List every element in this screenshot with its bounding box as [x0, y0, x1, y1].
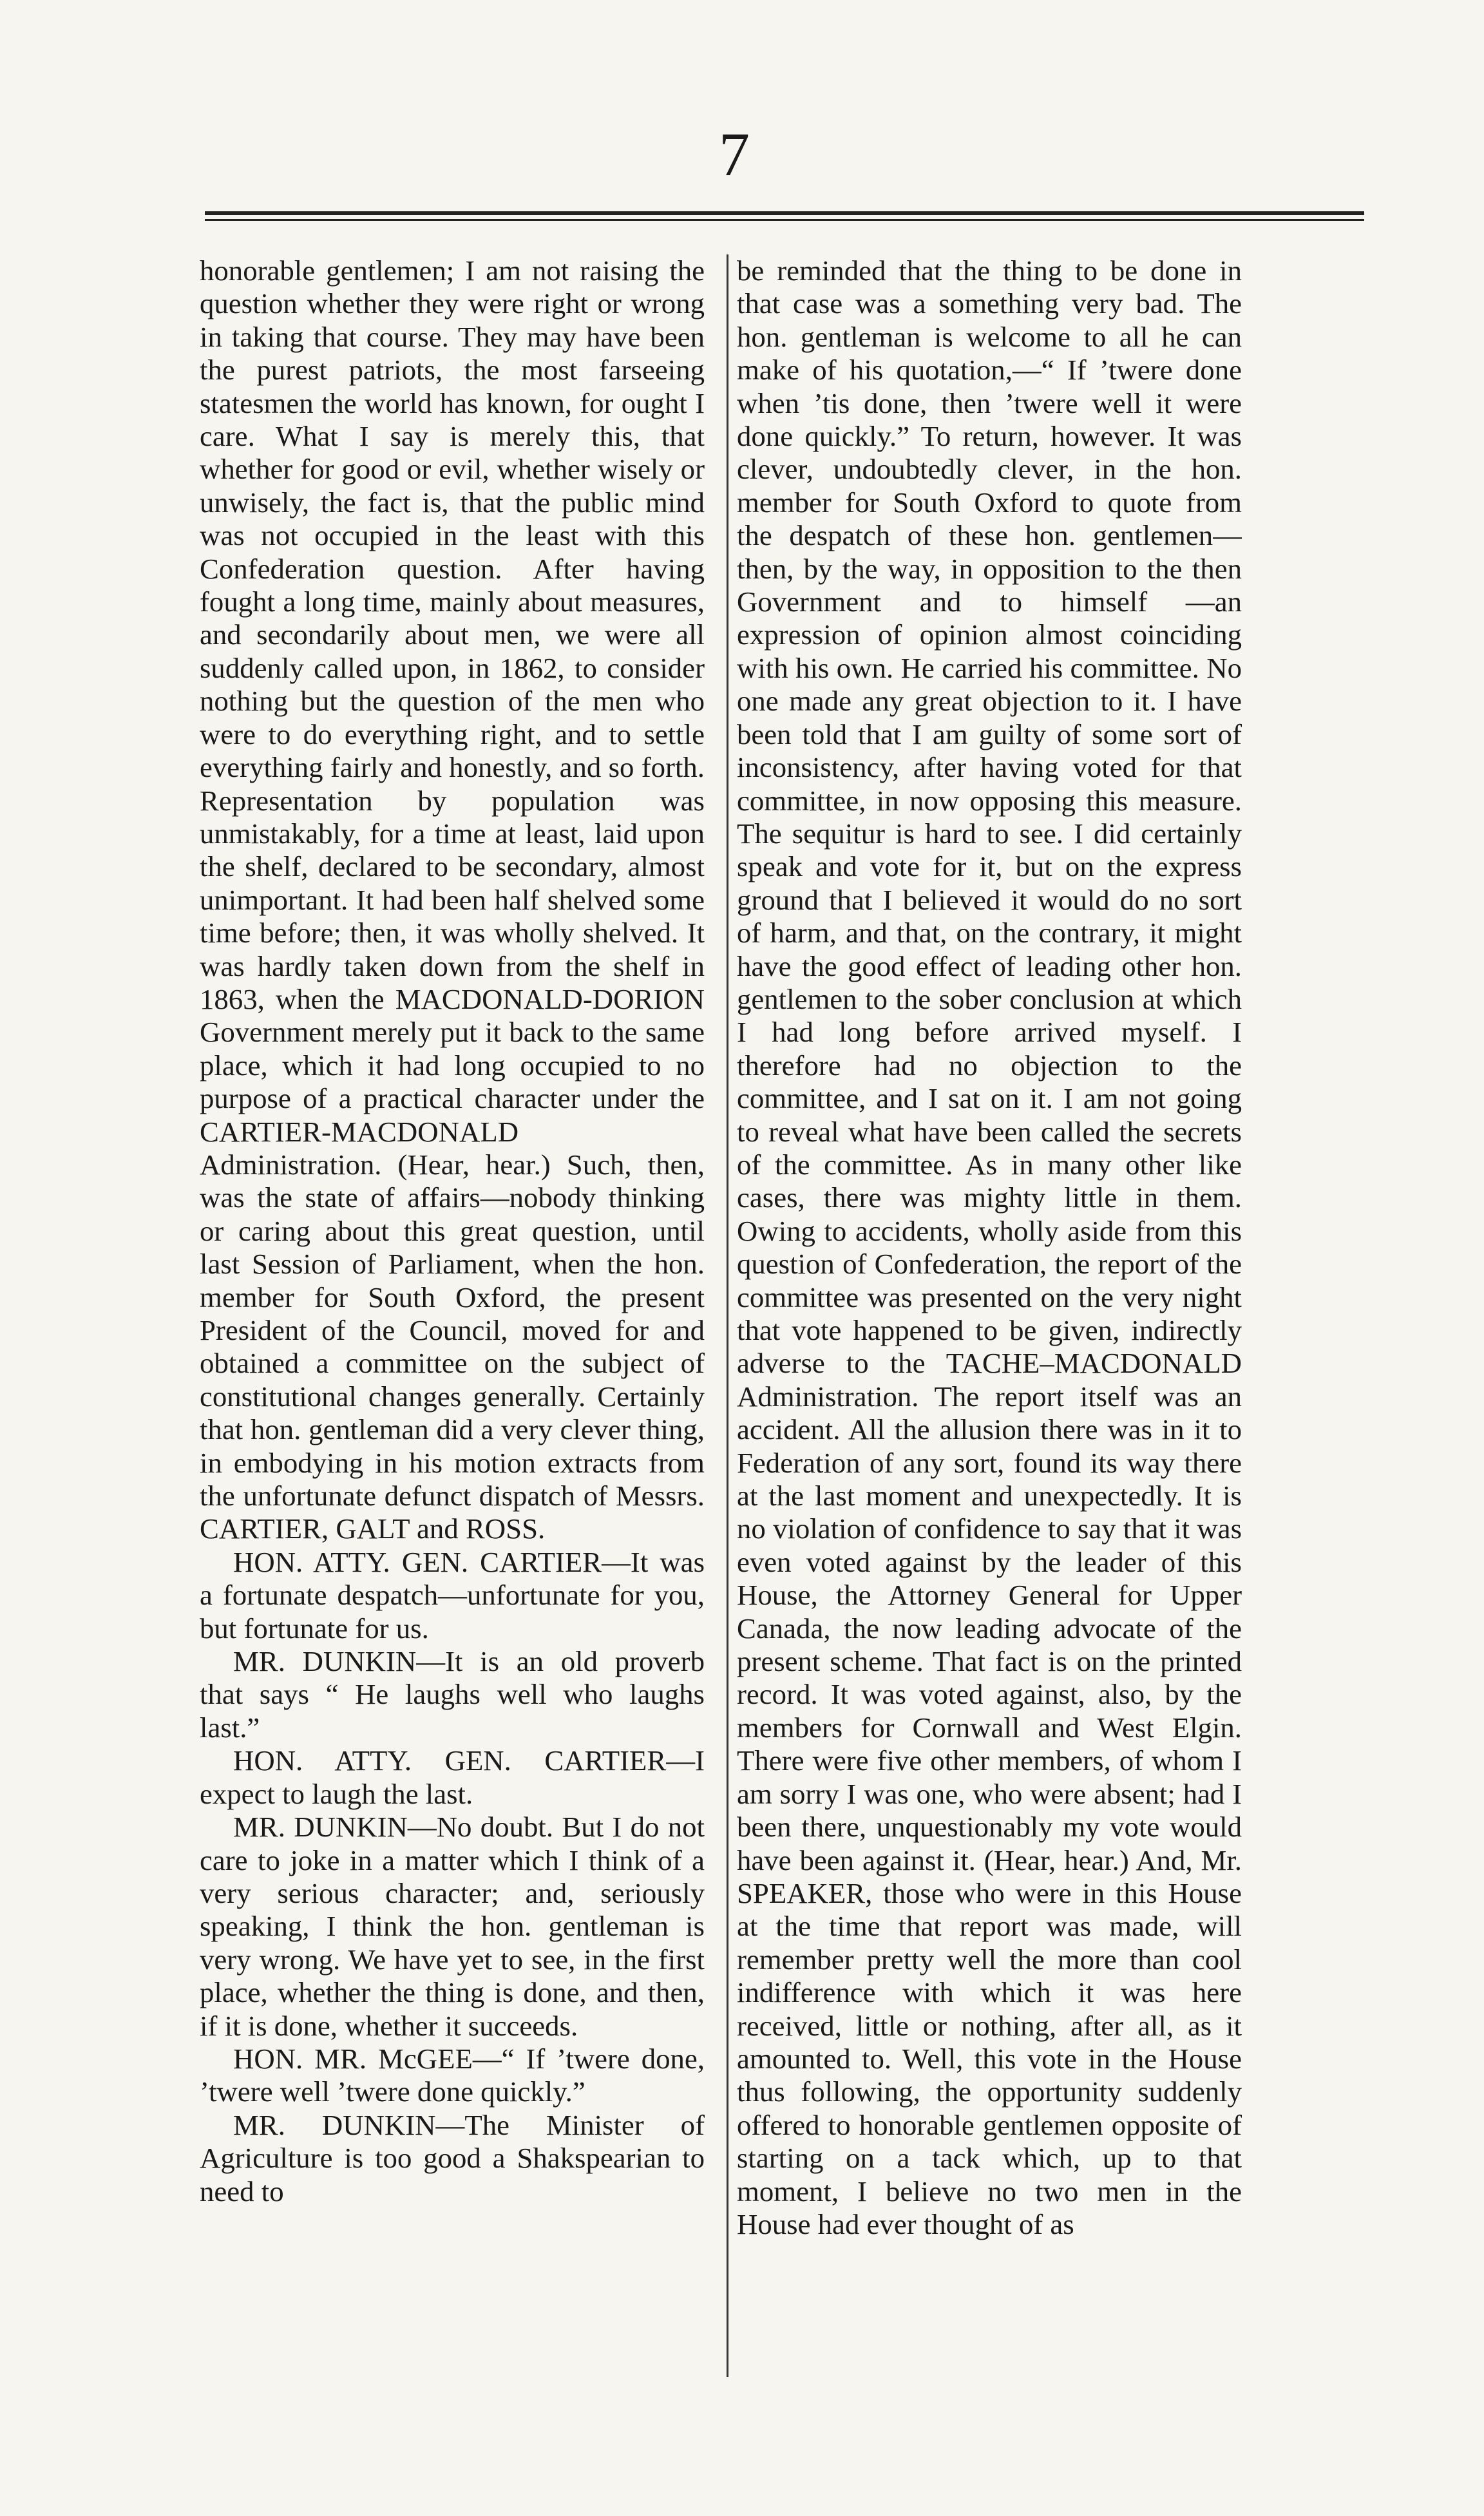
header-rule-thin — [205, 219, 1364, 221]
left-paragraph-1: honorable gentlemen; I am not raising the question whether they were right or wrong in taking that course. They may have been the purest patriots, the most farseeing statesmen the world has known, for ought I care. What I say is merely this, that whether for good or evil, whether wisely or unwisely, the fact is, that the public mind was not occupied in the least with this Confederation question. After having fought a long time, mainly about measures, and secondarily about men, we were all suddenly called upon, in 1862, to consider nothing but the question of the men who were to do everything right, and to settle everything fairly and honestly, and so forth. Representation by population was unmistakably, for a time at least, laid upon the shelf, declared to be secondary, almost unimportant. It had been half shelved some time before; then, it was wholly shelved. It was hardly taken down from the shelf in 1863, when the MACDONALD-DORION Government merely put it back to the same place, which it had long occupied to no purpose of a practical character under the CARTIER-MACDONALD Administration. (Hear, hear.) Such, then, was the state of affairs—nobody thinking or caring about this great question, until last Session of Parliament, when the hon. member for South Oxford, the present President of the Council, moved for and obtained a committee on the subject of constitutional changes generally. Certainly that hon. gentleman did a very clever thing, in embodying in his motion extracts from the unfortunate defunct dispatch of Messrs. CARTIER, GALT and ROSS. — [200, 254, 705, 1545]
left-paragraph-5: MR. DUNKIN—No doubt. But I do not care to joke in a matter which I think of a very serious character; and, seriously speaking, I think the hon. gentleman is very wrong. We have yet to see, in the first place, whether the thing is done, and then, if it is done, whether it succeeds. — [200, 1811, 705, 2042]
column-divider — [727, 254, 728, 2377]
left-paragraph-4: HON. ATTY. GEN. CARTIER—I expect to laugh the last. — [200, 1744, 705, 1810]
left-column — [200, 254, 705, 2380]
left-paragraph-7: MR. DUNKIN—The Minister of Agriculture is too good a Shakspearian to need to — [200, 2108, 705, 2207]
right-paragraph-1: be reminded that the thing to be done in that case was a something very bad. The hon. gentleman is welcome to all he can make of his quotation,—“ If ’twere done when ’tis done, then ’twere well it were done quickly.” To return, however. It was clever, undoubtedly clever, in the hon. member for South Oxford to quote from the despatch of these hon. gentlemen—then, by the way, in opposition to the then Government and to himself —an expression of opinion almost coinciding with his own. He carried his committee. No one made any great objection to it. I have been told that I am guilty of some sort of inconsistency, after having voted for that committee, in now opposing this measure. The sequitur is hard to see. I did certainly speak and vote for it, but on the express ground that I believed it would do no sort of harm, and that, on the contrary, it might have the good effect of leading other hon. gentlemen to the sober conclusion at which I had long before arrived myself. I therefore had no objection to the committee, and I sat on it. I am not going to reveal what have been called the secrets of the committee. As in many other like cases, there was mighty little in them. Owing to accidents, wholly aside from this question of Confederation, the report of the committee was presented on the very night that vote happened to be given, indirectly adverse to the TACHE–MACDONALD Administration. The report itself was an accident. All the allusion there was in it to Federation of any sort, found its way there at the last moment and unexpectedly. It is no violation of confidence to say that it was even voted against by the leader of this House, the Attorney General for Upper Canada, the now leading advocate of the present scheme. That fact is on the printed record. It was voted against, also, by the members for Cornwall and West Elgin. There were five other members, of whom I am sorry I was one, who were absent; had I been there, unquestionably my vote would have been against it. (Hear, hear.) And, Mr. SPEAKER, those who were in this House at the time that report was made, will remember pretty well the more than cool indifference with which it was here received, little or nothing, after all, as it amounted to. Well, this vote in the House thus following, the opportunity suddenly offered to honorable gentlemen opposite of starting on a tack which, up to that moment, I believe no two men in the House had ever thought of as — [737, 254, 1242, 2240]
right-column — [737, 254, 1242, 2380]
left-paragraph-3: MR. DUNKIN—It is an old proverb that says “ He laughs well who laughs last.” — [200, 1645, 705, 1744]
page-number: 7 — [719, 120, 750, 189]
left-paragraph-2: HON. ATTY. GEN. CARTIER—It was a fortunate despatch—unfortunate for you, but fortunate for us. — [200, 1545, 705, 1644]
header-rule-thick — [205, 211, 1364, 215]
left-paragraph-6: HON. MR. McGEE—“ If ’twere done, ’twere well ’twere done quickly.” — [200, 2042, 705, 2108]
